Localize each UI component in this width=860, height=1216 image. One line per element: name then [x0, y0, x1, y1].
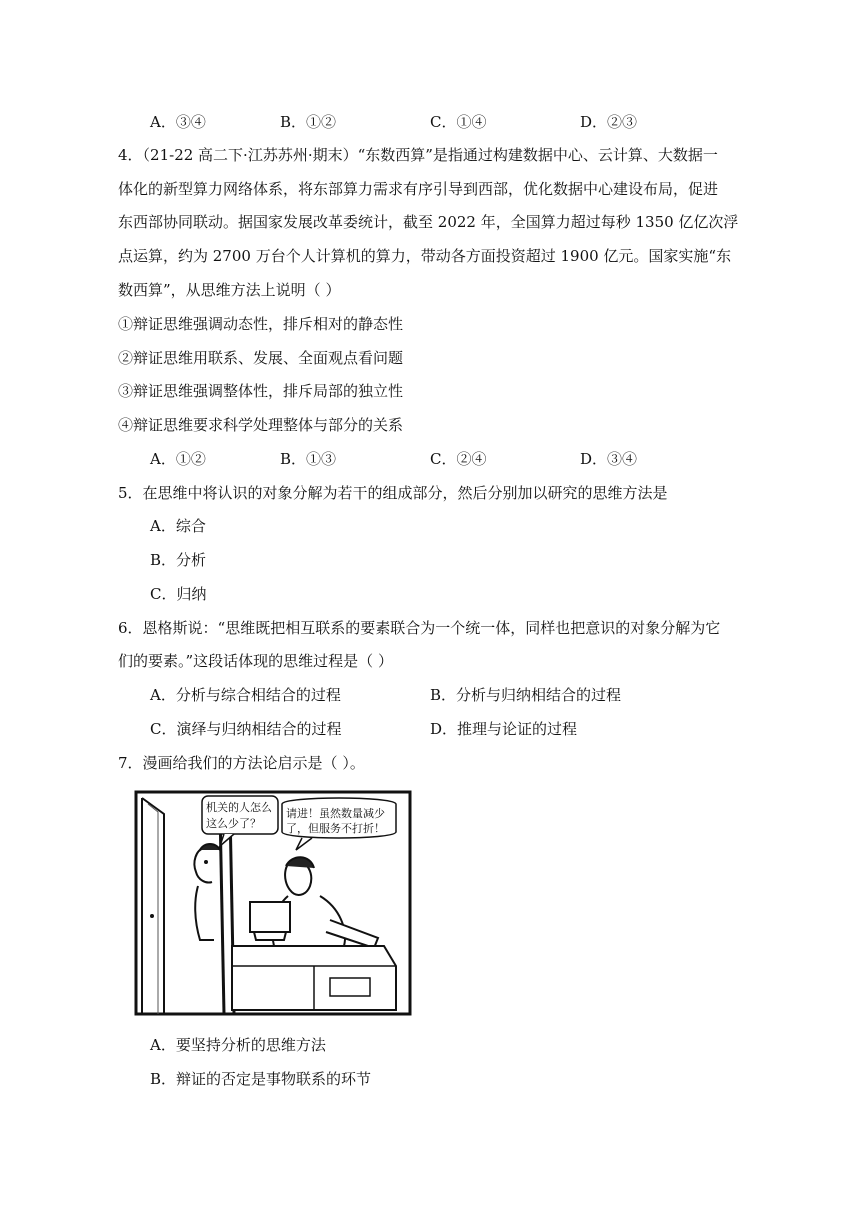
q6-option-d[interactable]: D．推理与论证的过程 [430, 720, 578, 738]
q4-option-b[interactable]: B．①③ [280, 450, 337, 468]
q7-option-a[interactable]: A．要坚持分析的思维方法 [150, 1036, 326, 1054]
q4-stem-line-5: 数西算”，从思维方法上说明（ ） [118, 281, 341, 299]
q4-stem-line-4: 点运算，约为 2700 万台个人计算机的算力，带动各方面投资超过 1900 亿元。国家实施“东 [118, 247, 732, 265]
q3-option-d[interactable]: D．②③ [580, 113, 638, 131]
q3-option-b[interactable]: B．①② [280, 113, 337, 131]
q6-stem-line-1: 6．恩格斯说：“思维既把相互联系的要素联合为一个统一体，同样也把意识的对象分解为它 [118, 619, 721, 637]
q6-option-b[interactable]: B．分析与归纳相结合的过程 [430, 686, 622, 704]
q5-option-a[interactable]: A．综合 [150, 517, 206, 535]
q4-statement-4: ④辩证思维要求科学处理整体与部分的关系 [118, 416, 404, 434]
q7-option-b[interactable]: B．辩证的否定是事物联系的环节 [150, 1070, 372, 1088]
q4-stem-line-3: 东西部协同联动。据国家发展改革委统计，截至 2022 年，全国算力超过每秒 1350 亿亿次浮 [118, 213, 739, 231]
q4-option-a[interactable]: A．①② [150, 450, 206, 468]
cartoon-bubble-left-line-2: 这么少了？ [206, 817, 261, 830]
cartoon-bubble-right-line-1: 请进！虽然数量减少 [286, 807, 385, 820]
q5-stem: 5．在思维中将认识的对象分解为若干的组成部分，然后分别加以研究的思维方法是 [118, 484, 668, 502]
q4-stem-line-1: 4．（21-22 高二下·江苏苏州·期末）“东数西算”是指通过构建数据中心、云计算、大数据一 [118, 146, 718, 164]
q4-statement-2: ②辩证思维用联系、发展、全面观点看问题 [118, 349, 404, 367]
q5-option-c[interactable]: C．归纳 [150, 585, 207, 603]
cartoon-bubble-right-line-2: 了，但服务不打折！ [286, 822, 385, 835]
q3-option-a[interactable]: A．③④ [150, 113, 206, 131]
q4-option-d[interactable]: D．③④ [580, 450, 638, 468]
q6-option-c[interactable]: C．演绎与归纳相结合的过程 [150, 720, 342, 738]
q4-statement-1: ①辩证思维强调动态性，排斥相对的静态性 [118, 315, 404, 333]
q7-stem: 7．漫画给我们的方法论启示是（ ）。 [118, 754, 365, 772]
q6-stem-line-2: 们的要素。”这段话体现的思维过程是（ ） [118, 652, 393, 670]
q5-option-b[interactable]: B．分析 [150, 551, 207, 569]
cartoon-bubble-left-line-1: 机关的人怎么 [206, 801, 272, 814]
q3-option-c[interactable]: C．①④ [430, 113, 487, 131]
q6-option-a[interactable]: A．分析与综合相结合的过程 [150, 686, 341, 704]
q4-statement-3: ③辩证思维强调整体性，排斥局部的独立性 [118, 382, 404, 400]
q4-option-c[interactable]: C．②④ [430, 450, 487, 468]
q4-stem-line-2: 体化的新型算力网络体系，将东部算力需求有序引导到西部，优化数据中心建设布局，促进 [118, 180, 719, 198]
cartoon-illustration [134, 790, 412, 1016]
